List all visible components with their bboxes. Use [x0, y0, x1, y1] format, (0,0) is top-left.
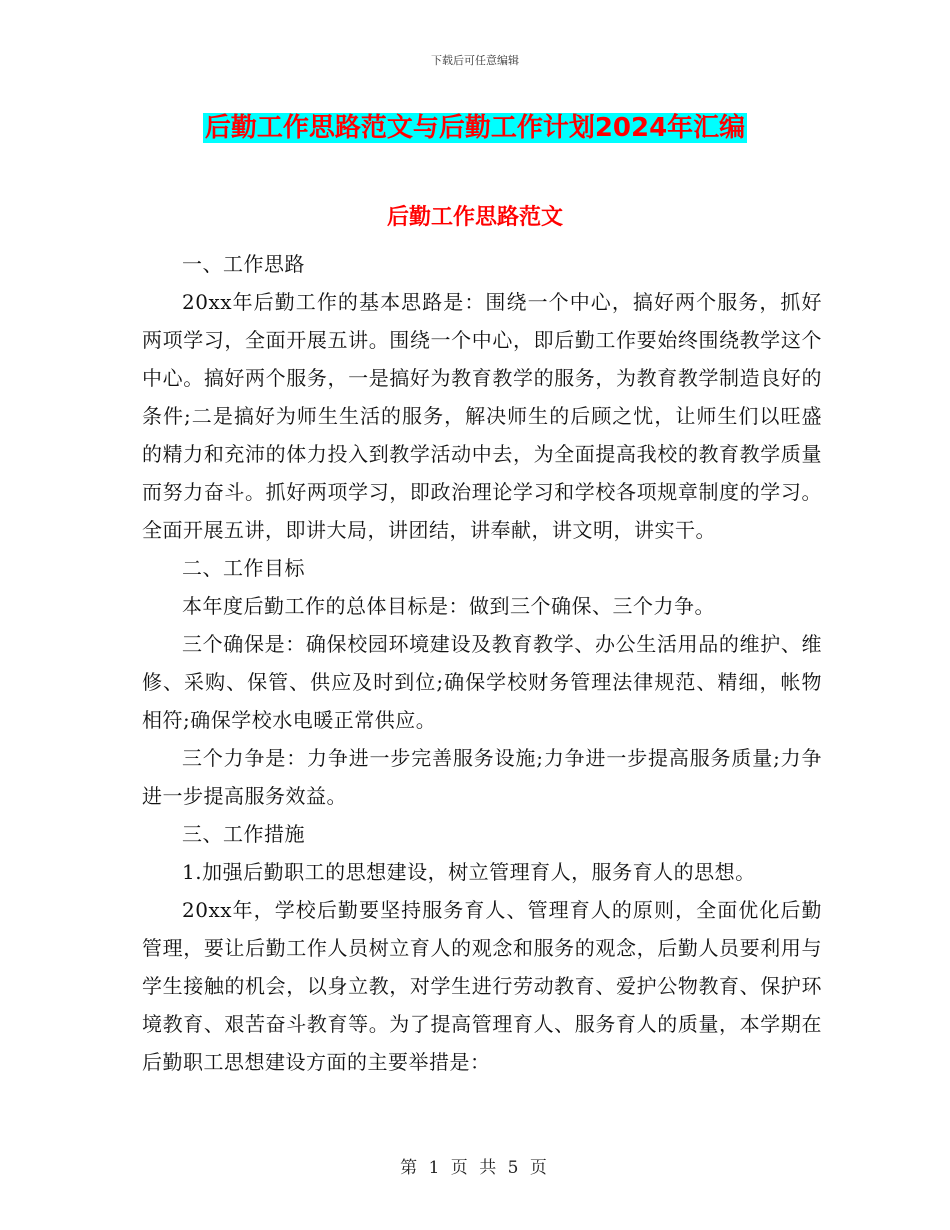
- heading-work-goals: 二、工作目标: [182, 556, 305, 580]
- section-title: 后勤工作思路范文: [386, 205, 563, 230]
- document-body: [142, 245, 822, 1081]
- document-title-text: 后勤工作思路范文与后勤工作计划2024年汇编: [204, 113, 746, 143]
- page-number-footer: 第 1 页 共 5 页: [400, 1158, 550, 1178]
- paragraph-three-ensures: 三个确保是：确保校园环境建设及教育教学、办公生活用品的维护、维修、采购、保管、供应及时到位;确保学校财务管理法律规范、精细，帐物相符;确保学校水电暖正常供应。: [142, 632, 822, 732]
- page-header-note: 下载后可任意编辑: [431, 54, 519, 67]
- paragraph-basic-ideas: 20xx年后勤工作的基本思路是：围绕一个中心，搞好两个服务，抓好两项学习，全面开展五讲。围绕一个中心，即后勤工作要始终围绕教学这个中心。搞好两个服务，一是搞好为教育教学的服务，为教育教学制造良好的条件;二是搞好为师生生活的服务，解决师生的后顾之忧，让师生们以旺盛的精力和充沛的体力投入到教学活动中去，为全面提高我校的教育教学质量而努力奋斗。抓好两项学习，即政治理论学习和学校各项规章制度的学习。全面开展五讲，即讲大局，讲团结，讲奉献，讲文明，讲实干。: [142, 290, 822, 542]
- paragraph-three-strives: 三个力争是：力争进一步完善服务设施;力争进一步提高服务质量;力争进一步提高服务效益。: [142, 746, 822, 808]
- heading-work-measures: 三、工作措施: [182, 822, 305, 846]
- heading-work-ideas: 一、工作思路: [182, 252, 305, 276]
- document-title: [0, 110, 950, 146]
- paragraph-measure-1: 1.加强后勤职工的思想建设，树立管理育人，服务育人的思想。: [182, 860, 756, 884]
- paragraph-overall-goal: 本年度后勤工作的总体目标是：做到三个确保、三个力争。: [182, 594, 715, 618]
- paragraph-measure-1-detail: 20xx年，学校后勤要坚持服务育人、管理育人的原则，全面优化后勤管理，要让后勤工作人员树立育人的观念和服务的观念，后勤人员要利用与学生接触的机会，以身立教，对学生进行劳动教育、爱护公物教育、保护环境教育、艰苦奋斗教育等。为了提高管理育人、服务育人的质量，本学期在后勤职工思想建设方面的主要举措是：: [142, 898, 822, 1074]
